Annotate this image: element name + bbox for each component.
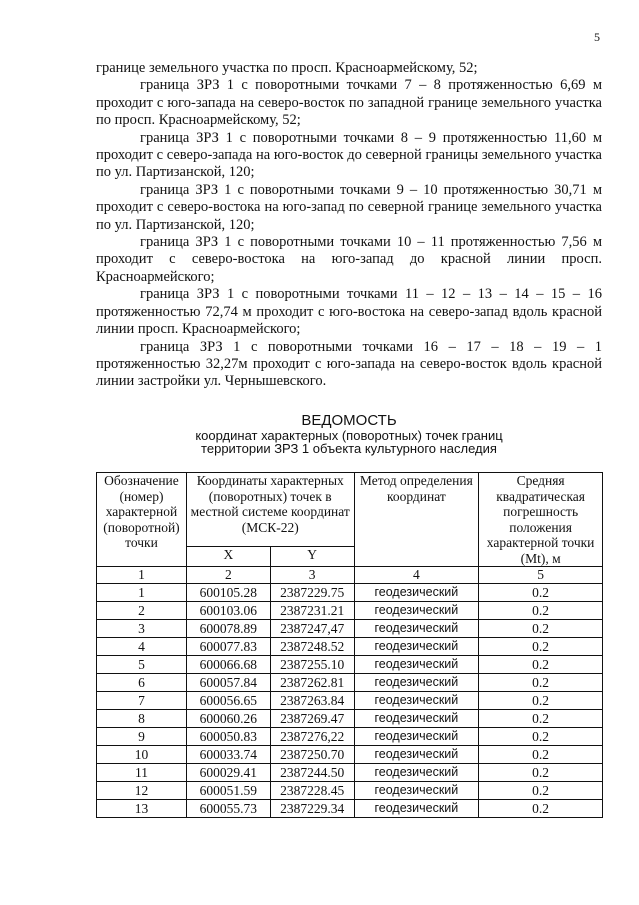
coordinates-table: [96, 472, 603, 818]
method-cell: геодезический: [354, 655, 479, 673]
x-coordinate-cell: 600029.41: [186, 763, 270, 781]
x-coordinate-cell: 600050.83: [186, 727, 270, 745]
method-cell: геодезический: [354, 781, 479, 799]
error-cell: 0.2: [479, 583, 603, 601]
column-number: 2: [186, 567, 270, 584]
y-coordinate-cell: 2387263.84: [270, 691, 354, 709]
method-cell: геодезический: [354, 601, 479, 619]
table-row: [97, 691, 603, 709]
point-number-cell: 9: [97, 727, 187, 745]
header-y: Y: [270, 547, 354, 567]
column-number: 5: [479, 567, 603, 584]
point-number-cell: 3: [97, 619, 187, 637]
column-number: 1: [97, 567, 187, 584]
method-cell: геодезический: [354, 637, 479, 655]
x-coordinate-cell: 600033.74: [186, 745, 270, 763]
title-subheading: территории ЗРЗ 1 объекта культурного наследия: [201, 441, 497, 456]
paragraph: граница ЗРЗ 1 с поворотными точками 7 – 8 протяженностью 6,69 м проходит с юго-запада на северо-восток по западной границе земельного участка по просп. Красноармейскому, 52;: [96, 77, 602, 129]
x-coordinate-cell: 600066.68: [186, 655, 270, 673]
x-coordinate-cell: 600057.84: [186, 673, 270, 691]
method-cell: геодезический: [354, 619, 479, 637]
error-cell: 0.2: [479, 781, 603, 799]
point-number-cell: 4: [97, 637, 187, 655]
table-row: [97, 637, 603, 655]
y-coordinate-cell: 2387229.75: [270, 583, 354, 601]
x-coordinate-cell: 600078.89: [186, 619, 270, 637]
coordinates-table-body: [97, 473, 603, 818]
title-subheading: координат характерных (поворотных) точек границ: [195, 428, 503, 443]
x-coordinate-cell: 600060.26: [186, 709, 270, 727]
page-number: 5: [594, 30, 600, 44]
table-row: [97, 583, 603, 601]
statement-title: [96, 412, 602, 455]
method-cell: геодезический: [354, 583, 479, 601]
point-number-cell: 11: [97, 763, 187, 781]
point-number-cell: 7: [97, 691, 187, 709]
table-row: [97, 745, 603, 763]
error-cell: 0.2: [479, 601, 603, 619]
method-cell: геодезический: [354, 673, 479, 691]
error-cell: 0.2: [479, 619, 603, 637]
point-number-cell: 12: [97, 781, 187, 799]
header-coordinates: Координаты характерных (поворотных) точек в местной системе координат (МСК-22): [186, 473, 354, 547]
paragraph: граница ЗРЗ 1 с поворотными точками 10 – 11 протяженностью 7,56 м проходит с северо-востока на юго-запад до красной линии просп. Красноармейского;: [96, 234, 602, 285]
table-row: [97, 727, 603, 745]
point-number-cell: 6: [97, 673, 187, 691]
error-cell: 0.2: [479, 709, 603, 727]
error-cell: 0.2: [479, 745, 603, 763]
error-cell: 0.2: [479, 691, 603, 709]
y-coordinate-cell: 2387262.81: [270, 673, 354, 691]
header-method: Метод определения координат: [354, 473, 479, 567]
paragraph: границе земельного участка по просп. Красноармейскому, 52;: [96, 60, 478, 76]
point-number-cell: 2: [97, 601, 187, 619]
y-coordinate-cell: 2387250.70: [270, 745, 354, 763]
paragraph: граница ЗРЗ 1 с поворотными точками 9 – 10 протяженностью 30,71 м проходит с северо-востока на юго-запад по северной границе земельного участка по ул. Партизанской, 120;: [96, 181, 602, 233]
column-number: 3: [270, 567, 354, 584]
point-number-cell: 13: [97, 799, 187, 817]
y-coordinate-cell: 2387255.10: [270, 655, 354, 673]
y-coordinate-cell: 2387231.21: [270, 601, 354, 619]
x-coordinate-cell: 600051.59: [186, 781, 270, 799]
y-coordinate-cell: 2387244.50: [270, 763, 354, 781]
header-error: Средняя квадратическая погрешность положения характерной точки (Mt), м: [479, 473, 603, 567]
column-numbers-row: [97, 567, 603, 584]
table-row: [97, 601, 603, 619]
table-row: [97, 781, 603, 799]
header-x: X: [186, 547, 270, 567]
table-row: [97, 673, 603, 691]
method-cell: геодезический: [354, 709, 479, 727]
table-row: [97, 619, 603, 637]
header-row: [97, 473, 603, 547]
x-coordinate-cell: 600103.06: [186, 601, 270, 619]
body-text: [96, 60, 602, 391]
point-number-cell: 1: [97, 583, 187, 601]
header-designation: Обозначение (номер) характерной (поворотной) точки: [97, 473, 187, 567]
x-coordinate-cell: 600105.28: [186, 583, 270, 601]
error-cell: 0.2: [479, 763, 603, 781]
error-cell: 0.2: [479, 637, 603, 655]
table-row: [97, 709, 603, 727]
point-number-cell: 5: [97, 655, 187, 673]
error-cell: 0.2: [479, 655, 603, 673]
error-cell: 0.2: [479, 727, 603, 745]
method-cell: геодезический: [354, 745, 479, 763]
title-heading: ВЕДОМОСТЬ: [301, 412, 397, 429]
y-coordinate-cell: 2387229.34: [270, 799, 354, 817]
x-coordinate-cell: 600077.83: [186, 637, 270, 655]
column-number: 4: [354, 567, 479, 584]
y-coordinate-cell: 2387247,47: [270, 619, 354, 637]
method-cell: геодезический: [354, 727, 479, 745]
error-cell: 0.2: [479, 673, 603, 691]
table-row: [97, 655, 603, 673]
y-coordinate-cell: 2387228.45: [270, 781, 354, 799]
y-coordinate-cell: 2387248.52: [270, 637, 354, 655]
point-number-cell: 10: [97, 745, 187, 763]
error-cell: 0.2: [479, 799, 603, 817]
method-cell: геодезический: [354, 691, 479, 709]
method-cell: геодезический: [354, 799, 479, 817]
y-coordinate-cell: 2387276,22: [270, 727, 354, 745]
x-coordinate-cell: 600056.65: [186, 691, 270, 709]
paragraph: граница ЗРЗ 1 с поворотными точками 16 – 17 – 18 – 19 – 1 протяженностью 32,27м проходит с юго-запада на северо-восток вдоль красной линии застройки ул. Чернышевского.: [96, 338, 602, 390]
method-cell: геодезический: [354, 763, 479, 781]
table-row: [97, 799, 603, 817]
x-coordinate-cell: 600055.73: [186, 799, 270, 817]
y-coordinate-cell: 2387269.47: [270, 709, 354, 727]
paragraph: граница ЗРЗ 1 с поворотными точками 8 – 9 протяженностью 11,60 м проходит с северо-запада на юго-восток до северной границы земельного участка по ул. Партизанской, 120;: [96, 129, 602, 181]
table-row: [97, 763, 603, 781]
point-number-cell: 8: [97, 709, 187, 727]
paragraph: граница ЗРЗ 1 с поворотными точками 11 – 12 – 13 – 14 – 15 – 16 протяженностью 72,74 м проходит с юго-востока на северо-запад вдоль красной линии просп. Красноармейского;: [96, 286, 602, 338]
